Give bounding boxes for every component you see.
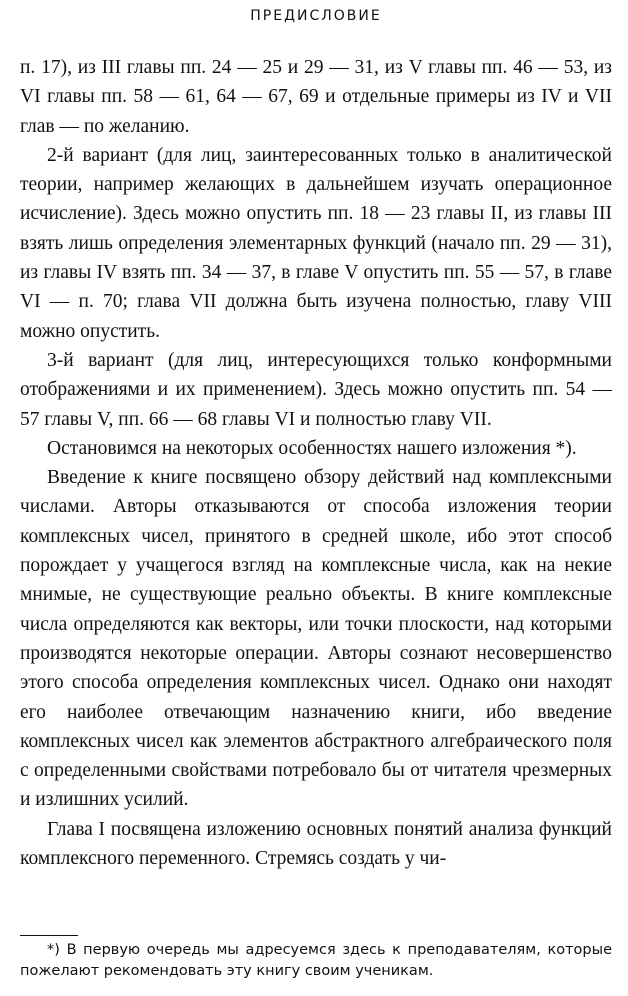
body-text xyxy=(20,53,612,873)
footnote xyxy=(20,940,612,982)
paragraph-variant-2: 2-й вариант (для лиц, заинтересованных только в аналитической теории, например желающих в дальнейшем изучать операционное исчисление). Здесь можно опустить пп. 18 — 23 главы II, из главы III взять лишь определения элементарных функций (начало пп. 29 — 31), из главы IV взять пп. 34 — 37, в главе V опустить пп. 55 — 57, в главе VI — п. 70; глава VII должна быть изучена полностью, главу VIII можно опустить. xyxy=(20,144,612,342)
paragraph-continuation: п. 17), из III главы пп. 24 — 25 и 29 — 31, из V главы пп. 46 — 53, из VI главы пп. 58 — 61, 64 — 67, 69 и отдельные примеры из IV и VII глав — по желанию. xyxy=(20,57,612,137)
paragraph-introduction: Введение к книге посвящено обзору действий над комплексными числами. Авторы отказываются от способа изложения теории комплексных чисел, принятого в средней школе, ибо этот способ порождает у учащегося взгляд на комплексные числа, как на некие мнимые, не существующие реально объекты. В книге комплексные числа определяются как векторы, или точки плоскости, над которыми производятся некоторые операции. Авторы сознают несовершенство этого способа определения комплексных чисел. Однако они находят его наиболее отвечающим назначению книги, ибо введение комплексных чисел как элементов абстрактного алгебраического поля с определенными свойствами потребовало бы от читателя чрезмерных и излишних усилий. xyxy=(20,467,612,811)
footnote-divider xyxy=(20,935,78,936)
running-head: ПРЕДИСЛОВИЕ xyxy=(250,8,382,24)
footnote-text: *) В первую очередь мы адресуемся здесь к преподавателям, которые пожелают рекомендовать эту книгу своим ученикам. xyxy=(20,942,612,979)
paragraph-variant-3: 3-й вариант (для лиц, интересующихся только конформными отображениями и их применением). Здесь можно опустить пп. 54 — 57 главы V, пп. 66 — 68 главы VI и полностью главу VII. xyxy=(20,349,612,430)
paragraph-features: Остановимся на некоторых особенностях нашего изложения *). xyxy=(47,437,577,459)
paragraph-chapter-1: Глава I посвящена изложению основных понятий анализа функций комплексного переменного. Стремясь создать у чи- xyxy=(20,818,612,870)
book-page xyxy=(20,0,612,996)
